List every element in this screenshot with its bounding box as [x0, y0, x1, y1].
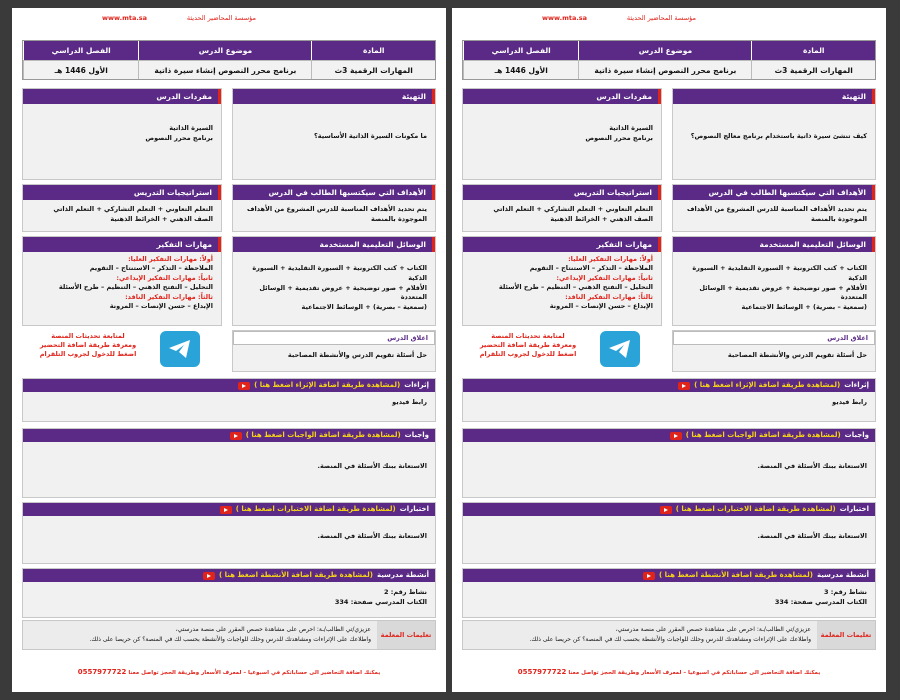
- intro-heading: التهيئة: [673, 89, 875, 104]
- teacher-notes-line: عزيزي/تي الطالب/ـة: احرص على مشاهدة حصص المقرر على منصة مدرستي،: [175, 626, 371, 633]
- homework-text: الاستعانة ببنك الأسئلة في المنصة.: [757, 462, 867, 470]
- promo-line: لمتابعة تحديثات المنصة: [491, 332, 565, 340]
- tools-box: [672, 236, 876, 326]
- tests-section: [22, 502, 436, 564]
- lesson-info-table: [462, 40, 876, 80]
- vocab-heading: مفردات الدرس: [23, 89, 221, 104]
- footer-phone[interactable]: 0557977722: [517, 668, 567, 676]
- teacher-notes-line: واطلاعك على الإثراءات ومشاهدتك للدرس وحلك للواجبات والأنشطة بحسب لك في المنصة؟ كن حريصا على ذلك.: [89, 635, 371, 643]
- enrichment-text: رابط فيديو: [832, 398, 867, 406]
- telegram-icon: [168, 339, 192, 359]
- tools-heading: الوسائل التعليمية المستخدمة: [233, 237, 435, 252]
- closing-heading: اغلاق الدرس: [233, 331, 435, 345]
- youtube-icon[interactable]: [643, 572, 655, 580]
- strategies-line: الصف الذهني + الخرائط الذهنية: [110, 214, 213, 223]
- enrichment-howto-link[interactable]: (لمشاهدة طريقة اضافة الإثراء اضغط هنا ): [254, 381, 401, 389]
- topic-header: موضوع الدرس: [138, 41, 311, 60]
- tools-line: الأقلام + صور توضيحية + عروض تقديمية + الوسائل المتعددة: [259, 283, 427, 302]
- homework-section: [462, 428, 876, 498]
- subject-header: المادة: [751, 41, 875, 60]
- tools-heading: الوسائل التعليمية المستخدمة: [673, 237, 875, 252]
- tests-title: اختبارات: [839, 505, 869, 513]
- youtube-icon[interactable]: [238, 382, 250, 390]
- footer-text: يمكنك اضافة التحاضير الى حساباتكم في اسبوعيا – لمعرف الأسعار وطريقة الحجز تواصل معنا: [568, 670, 821, 676]
- goals-box: [232, 184, 436, 232]
- topic-header: موضوع الدرس: [578, 41, 751, 60]
- enrichment-howto-link[interactable]: (لمشاهدة طريقة اضافة الإثراء اضغط هنا ): [694, 381, 841, 389]
- promo-line: اضغط للدخول لجروب التلقرام: [39, 350, 137, 359]
- teacher-notes: [462, 620, 876, 650]
- thinking-subheading: ثالثاً: مهارات التفكير الناقد:: [565, 292, 653, 301]
- enrichment-section: [22, 378, 436, 422]
- vocab-item: السيرة الذاتية: [169, 124, 213, 132]
- enrichment-section: [462, 378, 876, 422]
- goals-box: [672, 184, 876, 232]
- intro-box: [232, 88, 436, 180]
- thinking-subheading: ثانياً: مهارات التفكير الإبداعي:: [116, 273, 213, 282]
- teacher-notes-line: واطلاعك على الإثراءات ومشاهدتك للدرس وحلك للواجبات والأنشطة بحسب لك في المنصة؟ كن حريصا على ذلك.: [529, 635, 811, 643]
- telegram-button[interactable]: [600, 331, 640, 367]
- homework-title: واجبات: [404, 431, 429, 439]
- vocab-item: برنامج محرر النصوص: [145, 133, 213, 142]
- intro-heading: التهيئة: [233, 89, 435, 104]
- vocab-heading: مفردات الدرس: [463, 89, 661, 104]
- teacher-notes-label: تعليمات المعلمة: [817, 621, 875, 649]
- subject-header: المادة: [311, 41, 435, 60]
- youtube-icon[interactable]: [670, 432, 682, 440]
- intro-box: [672, 88, 876, 180]
- vocab-item: السيرة الذاتية: [609, 124, 653, 132]
- page-footer: [22, 668, 436, 676]
- youtube-icon[interactable]: [660, 506, 672, 514]
- tests-text: الاستعانة ببنك الأسئلة في المنصة.: [317, 532, 427, 540]
- strategies-box: [462, 184, 662, 232]
- thinking-line: الملاحظة – التذكر – الاستنتاج – التقويم: [529, 264, 653, 273]
- thinking-heading: مهارات التفكير: [23, 237, 221, 252]
- promo-line: ومعرفة طريقة اضافة التحضير: [39, 341, 137, 350]
- thinking-subheading: أولاً: مهارات التفكير العليا:: [128, 255, 213, 263]
- activities-howto-link[interactable]: (لمشاهدة طريقة اضافة الأنشطة اضغط هنا ): [658, 571, 813, 579]
- activities-title: أنشطة مدرسية: [816, 571, 869, 579]
- tools-line: الأقلام + صور توضيحية + عروض تقديمية + الوسائل المتعددة: [699, 283, 867, 302]
- activity-number-label: نشاط رقم:: [830, 588, 867, 596]
- page-header: [462, 10, 876, 34]
- lesson-page: [12, 8, 446, 692]
- thinking-line: الإبداع – حسن الإنصات – المرونة: [549, 302, 653, 311]
- youtube-icon[interactable]: [203, 572, 215, 580]
- closing-box: [672, 330, 876, 372]
- tools-line: (سمعية – بصرية) + الوسائط الاجتماعية: [301, 303, 427, 311]
- lesson-info-table: [22, 40, 436, 80]
- tools-line: الكتاب + كتب الكترونية + السبورة التقليدية + السبورة الذكية: [252, 264, 427, 282]
- activities-howto-link[interactable]: (لمشاهدة طريقة اضافة الأنشطة اضغط هنا ): [218, 571, 373, 579]
- textbook-page: 334: [774, 597, 789, 606]
- textbook-page-label: الكتاب المدرسي صفحة:: [350, 597, 427, 606]
- tools-line: (سمعية – بصرية) + الوسائط الاجتماعية: [741, 303, 867, 311]
- thinking-line: الملاحظة – التذكر – الاستنتاج – التقويم: [89, 264, 213, 273]
- term-value: الأول 1446 هـ: [463, 60, 578, 79]
- thinking-subheading: ثالثاً: مهارات التفكير الناقد:: [125, 292, 213, 301]
- teacher-notes: [22, 620, 436, 650]
- thinking-subheading: أولاً: مهارات التفكير العليا:: [568, 255, 653, 263]
- closing-text: حل أسئلة تقويم الدرس والأنشطة المصاحبة: [287, 351, 427, 359]
- tests-text: الاستعانة ببنك الأسئلة في المنصة.: [757, 532, 867, 540]
- thinking-subheading: ثانياً: مهارات التفكير الإبداعي:: [556, 273, 653, 282]
- strategies-heading: استراتيجيات التدريس: [23, 185, 221, 200]
- teacher-notes-line: عزيزي/تي الطالب/ـة: احرص على مشاهدة حصص المقرر على منصة مدرستي،: [615, 626, 811, 633]
- promo-line: لمتابعة تحديثات المنصة: [51, 332, 125, 340]
- goals-heading: الأهداف التي سيكتسبها الطالب في الدرس: [233, 185, 435, 200]
- enrichment-title: إثراءات: [844, 381, 869, 389]
- goals-text: يتم تحديد الأهداف المناسبة للدرس المشروع من الأهداف الموجودة بالمنصة: [246, 205, 427, 223]
- tests-howto-link[interactable]: (لمشاهدة طريقة اضافة الاختبارات اضغط هنا ): [675, 505, 836, 513]
- thinking-line: التحليل – التفتح الذهني – التنظيم – طرح الأسئلة: [498, 283, 653, 292]
- thinking-box: [22, 236, 222, 326]
- subject-value: المهارات الرقمية 3ث: [751, 60, 875, 79]
- activities-title: أنشطة مدرسية: [376, 571, 429, 579]
- tools-box: [232, 236, 436, 326]
- page-footer: [462, 668, 876, 676]
- footer-phone[interactable]: 0557977722: [77, 668, 127, 676]
- strategies-heading: استراتيجيات التدريس: [463, 185, 661, 200]
- page-header: [22, 10, 436, 34]
- youtube-icon[interactable]: [230, 432, 242, 440]
- activities-section: [22, 568, 436, 618]
- institution-name: مؤسسة المحاضير الحديثة: [626, 14, 696, 22]
- topic-value: برنامج محرر النصوص إنشاء سيرة ذاتية: [578, 60, 751, 79]
- textbook-page: 334: [334, 597, 349, 606]
- activity-number-label: نشاط رقم:: [390, 588, 427, 596]
- tools-line: الكتاب + كتب الكترونية + السبورة التقليدية + السبورة الذكية: [692, 264, 867, 282]
- enrichment-title: إثراءات: [404, 381, 429, 389]
- tests-howto-link[interactable]: (لمشاهدة طريقة اضافة الاختبارات اضغط هنا ): [235, 505, 396, 513]
- site-link[interactable]: www.mta.sa: [542, 14, 588, 22]
- closing-heading: اغلاق الدرس: [673, 331, 875, 345]
- strategies-box: [22, 184, 222, 232]
- footer-text: يمكنك اضافة التحاضير الى حساباتكم في اسبوعيا – لمعرف الأسعار وطريقة الحجز تواصل معنا: [128, 670, 381, 676]
- telegram-icon: [608, 339, 632, 359]
- homework-howto-link[interactable]: (لمشاهدة طريقة اضافة الواجبات اضغط هنا ): [685, 431, 841, 439]
- institution-name: مؤسسة المحاضير الحديثة: [186, 14, 256, 22]
- vocab-box: [22, 88, 222, 180]
- promo-line: ومعرفة طريقة اضافة التحضير: [479, 341, 577, 350]
- closing-box: [232, 330, 436, 372]
- tests-title: اختبارات: [399, 505, 429, 513]
- strategies-line: التعلم التعاوني + التعلم التشاركي + التعلم الذاتي: [493, 205, 653, 213]
- vocab-box: [462, 88, 662, 180]
- thinking-heading: مهارات التفكير: [463, 237, 661, 252]
- lesson-page: [452, 8, 886, 692]
- promo-line: اضغط للدخول لجروب التلقرام: [479, 350, 577, 359]
- activity-number: 2: [383, 588, 389, 596]
- enrichment-text: رابط فيديو: [392, 398, 427, 406]
- vocab-item: برنامج محرر النصوص: [585, 133, 653, 142]
- youtube-icon[interactable]: [220, 506, 232, 514]
- term-header: الفصل الدراسي: [463, 41, 578, 60]
- activity-number: 3: [823, 588, 829, 596]
- thinking-box: [462, 236, 662, 326]
- textbook-page-label: الكتاب المدرسي صفحة:: [790, 597, 867, 606]
- strategies-line: الصف الذهني + الخرائط الذهنية: [550, 214, 653, 223]
- term-header: الفصل الدراسي: [23, 41, 138, 60]
- thinking-line: الإبداع – حسن الإنصات – المرونة: [109, 302, 213, 311]
- homework-section: [22, 428, 436, 498]
- homework-text: الاستعانة ببنك الأسئلة في المنصة.: [317, 462, 427, 470]
- teacher-notes-label: تعليمات المعلمة: [377, 621, 435, 649]
- youtube-icon[interactable]: [678, 382, 690, 390]
- thinking-line: التحليل – التفتح الذهني – التنظيم – طرح الأسئلة: [58, 283, 213, 292]
- homework-title: واجبات: [844, 431, 869, 439]
- homework-howto-link[interactable]: (لمشاهدة طريقة اضافة الواجبات اضغط هنا ): [245, 431, 401, 439]
- activities-section: [462, 568, 876, 618]
- site-link[interactable]: www.mta.sa: [102, 14, 148, 22]
- intro-question: ما مكونات السيرة الذاتية الأساسية؟: [314, 132, 427, 140]
- telegram-promo[interactable]: [22, 332, 154, 359]
- subject-value: المهارات الرقمية 3ث: [311, 60, 435, 79]
- goals-text: يتم تحديد الأهداف المناسبة للدرس المشروع من الأهداف الموجودة بالمنصة: [686, 205, 867, 223]
- tests-section: [462, 502, 876, 564]
- intro-question: كيف تنشئ سيرة ذاتية باستخدام برنامج معالج النصوص؟: [690, 132, 867, 140]
- topic-value: برنامج محرر النصوص إنشاء سيرة ذاتية: [138, 60, 311, 79]
- closing-text: حل أسئلة تقويم الدرس والأنشطة المصاحبة: [727, 351, 867, 359]
- goals-heading: الأهداف التي سيكتسبها الطالب في الدرس: [673, 185, 875, 200]
- term-value: الأول 1446 هـ: [23, 60, 138, 79]
- strategies-line: التعلم التعاوني + التعلم التشاركي + التعلم الذاتي: [53, 205, 213, 213]
- telegram-promo[interactable]: [462, 332, 594, 359]
- telegram-button[interactable]: [160, 331, 200, 367]
